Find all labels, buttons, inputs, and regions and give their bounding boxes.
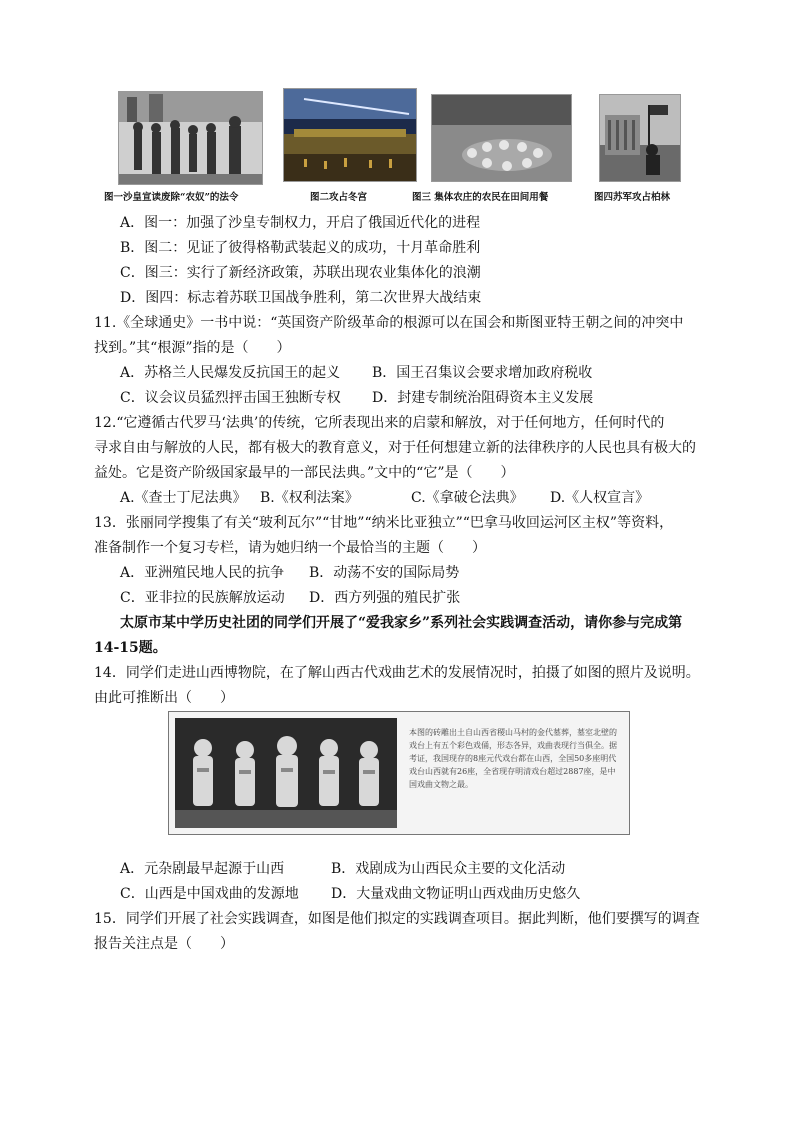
- night-scene-illustration: [284, 89, 416, 181]
- section-intro-line1: 太原市某中学历史社团的同学们开展了“爱我家乡”系列社会实践调查活动，请你参与完成第: [120, 615, 683, 631]
- q13-option-b: B．动荡不安的国际局势: [309, 565, 460, 581]
- q13-option-c: C．亚非拉的民族解放运动: [120, 590, 285, 606]
- q12-stem-line3: 益处。它是资产阶级国家最早的一部民法典。”文中的“它”是（ ）: [94, 465, 515, 481]
- q11-stem-line2: 找到。”其“根源”指的是（ ）: [94, 340, 291, 356]
- q15-stem-line1: 15．同学们开展了社会实践调查，如图是他们拟定的实践调查项目。据此判断，他们要撰写的调查: [94, 911, 700, 927]
- q12-option-a: A.《查士丁尼法典》: [120, 490, 247, 506]
- q12-stem-line1: 12.“它遵循古代罗马‘法典’的传统，它所表现出来的启蒙和解放，对于任何地方，任何时代的: [94, 415, 665, 431]
- q10-option-c: C．图三：实行了新经济政策，苏联出现农业集体化的浪潮: [120, 265, 481, 281]
- reichstag-photo-illustration: [600, 95, 680, 181]
- q10-option-b: B．图二：见证了彼得格勒武装起义的成功，十月革命胜利: [120, 240, 481, 256]
- opera-figurines-photo: [175, 718, 397, 828]
- caption-image-1: 图一沙皇宣读废除“农奴”的法令: [104, 192, 239, 203]
- q13-stem-line2: 准备制作一个复习专栏，请为她归纳一个最恰当的主题（ ）: [94, 540, 486, 556]
- q14-option-d: D．大量戏曲文物证明山西戏曲历史悠久: [331, 886, 581, 902]
- q11-stem-line1: 11.《全球通史》一书中说：“英国资产阶级革命的根源可以在国会和斯图亚特王朝之间的冲突中: [94, 315, 684, 331]
- q13-stem-line1: 13．张丽同学搜集了有关“玻利瓦尔”“甘地”“纳米比亚独立”“巴拿马收回运河区主权”等资料，: [94, 515, 674, 531]
- image-collective-farm: [431, 94, 572, 182]
- q13-option-d: D．西方列强的殖民扩张: [309, 590, 461, 606]
- image-winter-palace: [283, 88, 417, 182]
- caption-image-3: 图三 集体农庄的农民在田间用餐: [412, 192, 549, 203]
- q14-option-c: C．山西是中国戏曲的发源地: [120, 886, 299, 902]
- q14-option-b: B．戏剧成为山西民众主要的文化活动: [331, 861, 566, 877]
- image-berlin: [599, 94, 681, 182]
- q14-stem-line1: 14．同学们走进山西博物院，在了解山西古代戏曲艺术的发展情况时，拍摄了如图的照片及说明。: [94, 665, 700, 681]
- figurines-illustration: [175, 718, 397, 828]
- image-tsar-decree: [118, 91, 263, 185]
- q11-option-c: C．议会议员猛烈抨击国王独断专权: [120, 390, 341, 406]
- farm-photo-illustration: [432, 95, 571, 181]
- q10-option-a: A．图一：加强了沙皇专制权力，开启了俄国近代化的进程: [120, 215, 481, 231]
- q11-option-b: B．国王召集议会要求增加政府税收: [372, 365, 593, 381]
- q10-option-d: D．图四：标志着苏联卫国战争胜利，第二次世界大战结束: [120, 290, 482, 306]
- q12-option-d: D.《人权宣言》: [550, 490, 650, 506]
- q14-option-a: A．元杂剧最早起源于山西: [120, 861, 285, 877]
- engraving-illustration: [119, 92, 262, 184]
- q15-stem-line2: 报告关注点是（ ）: [94, 936, 234, 952]
- q12-option-b: B.《权利法案》: [260, 490, 359, 506]
- q12-option-c: C.《拿破仑法典》: [411, 490, 524, 506]
- opera-figure: [168, 711, 630, 835]
- opera-figure-caption: 本图的砖雕出土自山西省稷山马村的金代墓葬，墓室北壁的戏台上有五个彩色戏俑，形态各异，戏曲表现行当俱全。据考证，我国现存的8座元代戏台都在山西，全国50多座明代戏台山西就有26座，全省现存明清戏台超过2887座，是中国戏曲文物之最。: [409, 728, 617, 789]
- q11-option-a: A．苏格兰人民爆发反抗国王的起义: [120, 365, 341, 381]
- section-intro-line2: 14-15题。: [94, 640, 167, 656]
- q14-stem-line2: 由此可推断出（ ）: [94, 690, 234, 706]
- q11-option-d: D．封建专制统治阻碍资本主义发展: [372, 390, 594, 406]
- caption-image-2: 图二攻占冬宫: [310, 192, 368, 203]
- q13-option-a: A．亚洲殖民地人民的抗争: [120, 565, 285, 581]
- q12-stem-line2: 寻求自由与解放的人民，都有极大的教育意义，对于任何想建立新的法律秩序的人民也具有极大的: [94, 440, 696, 456]
- caption-image-4: 图四苏军攻占柏林: [594, 192, 671, 203]
